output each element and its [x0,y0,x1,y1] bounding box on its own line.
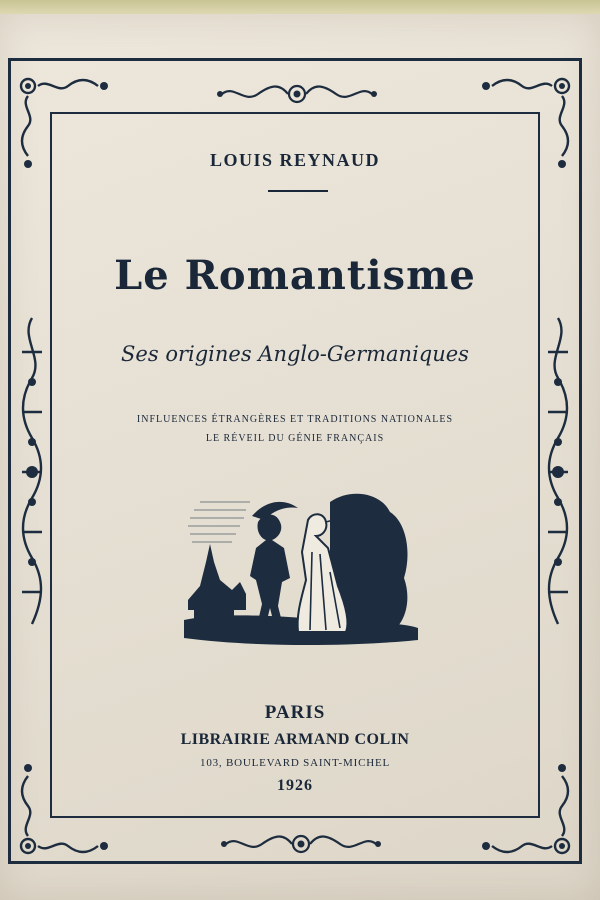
publisher-name: LIBRAIRIE ARMAND COLIN [180,731,410,748]
right-side-ornament [542,312,574,632]
bottom-center-ornament [218,830,384,858]
publication-city: PARIS [264,702,326,723]
author-rule [268,190,328,192]
publisher-address: 103, BOULEVARD SAINT-MICHEL [200,757,390,769]
publication-year: 1926 [277,777,313,794]
tagline-1: INFLUENCES ÉTRANGÈRES ET TRADITIONS NATIONALES [136,414,454,425]
left-side-ornament [16,312,48,632]
top-center-ornament [214,80,380,108]
author-name: LOUIS REYNAUD [209,150,381,170]
corner-ornament-bottom-right [476,758,576,862]
corner-ornament-bottom-left [14,758,114,862]
cover-vignette-illustration [180,482,420,654]
tagline-2: LE RÉVEIL DU GÉNIE FRANÇAIS [205,433,385,444]
book-title: Le Romantisme [114,252,476,299]
book-subtitle: Ses origines Anglo-Germaniques [121,342,469,366]
